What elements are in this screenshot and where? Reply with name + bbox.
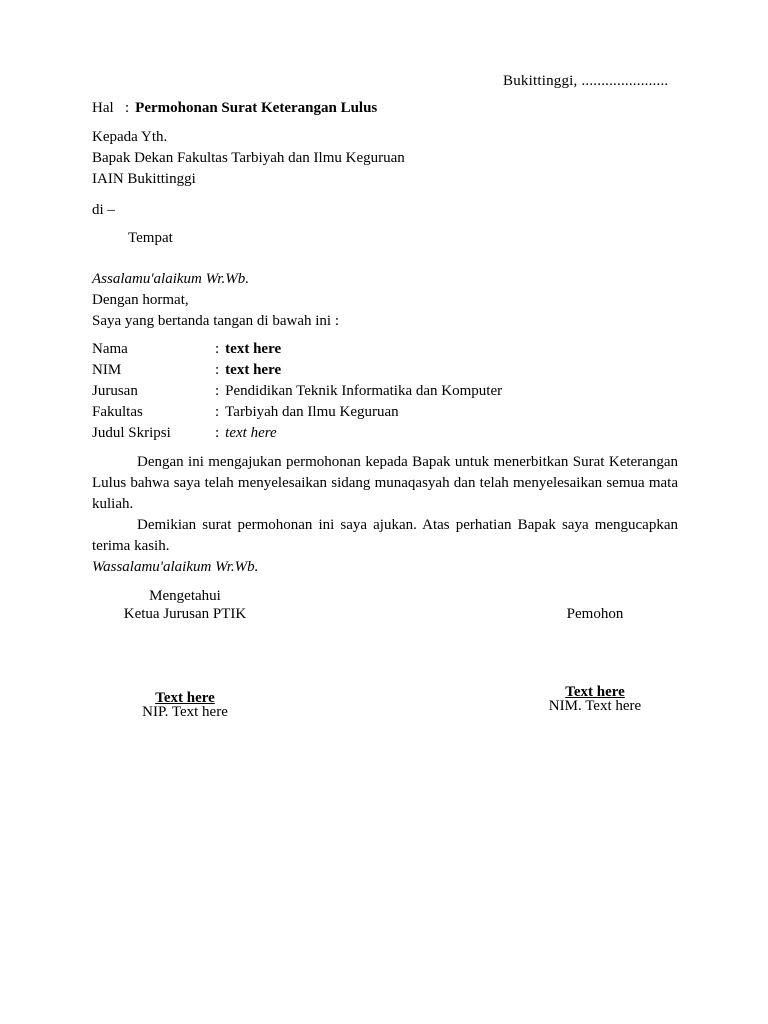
field-label-nim: NIM: [92, 362, 122, 378]
signature-right-role: Pemohon: [566, 606, 624, 622]
subject-value: Permohonan Surat Keterangan Lulus: [135, 100, 378, 116]
field-colon: :: [215, 425, 220, 441]
field-row-jurusan: [92, 381, 678, 402]
field-colon: :: [215, 362, 220, 378]
field-colon: :: [215, 383, 220, 399]
body-paragraph-1: Dengan ini mengajukan permohonan kepada Bapak untuk menerbitkan Surat Keterangan Lulus bahwa saya telah menyelesaikan sidang munaqasyah dan telah menyelesaikan semua mata kuliah.: [92, 454, 678, 512]
subject-line: [92, 98, 678, 119]
field-label-nama: Nama: [92, 341, 128, 357]
field-value-fakultas: Tarbiyah dan Ilmu Keguruan: [225, 404, 399, 420]
field-value-nama: text here: [225, 341, 282, 357]
recipient-line-1: Bapak Dekan Fakultas Tarbiyah dan Ilmu Keguruan: [92, 150, 405, 166]
field-label-fakultas: Fakultas: [92, 404, 143, 420]
recipient-di-line: di –: [92, 202, 115, 218]
identity-fields: [92, 339, 678, 444]
intro-line: Saya yang bertanda tangan di bawah ini :: [92, 313, 340, 329]
formal-greeting: Dengan hormat,: [92, 292, 189, 308]
field-label-judul-skripsi: Judul Skripsi: [92, 425, 171, 441]
recipient-place: Tempat: [128, 230, 173, 246]
signature-left-nip: NIP. Text here: [142, 704, 228, 720]
recipient-block: [92, 127, 678, 190]
field-value-jurusan: Pendidikan Teknik Informatika dan Komputer: [225, 383, 503, 399]
signature-left-role: Ketua Jurusan PTIK: [123, 606, 247, 622]
signature-left-name: Text here: [155, 690, 215, 706]
field-row-nama: [92, 339, 678, 360]
opening-block: [92, 269, 678, 332]
recipient-line-2: IAIN Bukittinggi: [92, 171, 196, 187]
islamic-greeting: Assalamu'alaikum Wr.Wb.: [92, 271, 249, 287]
subject-label: Hal: [92, 100, 114, 116]
subject-colon: :: [125, 100, 130, 116]
signature-right-name: Text here: [565, 684, 625, 700]
body-paragraph-2: Demikian surat permohonan ini saya ajukan. Atas perhatian Bapak saya mengucapkan terima kasih.: [92, 517, 678, 554]
recipient-salutation: Kepada Yth.: [92, 129, 168, 145]
signature-right-nim: NIM. Text here: [548, 698, 642, 714]
field-value-judul-skripsi: text here: [225, 425, 277, 441]
field-row-judul-skripsi: [92, 423, 678, 444]
field-colon: :: [215, 404, 220, 420]
field-label-jurusan: Jurusan: [92, 383, 138, 399]
date-line: Bukittinggi, ......................: [503, 73, 669, 89]
signature-left-title: Mengetahui: [149, 588, 221, 604]
field-row-nim: [92, 360, 678, 381]
field-colon: :: [215, 341, 220, 357]
field-value-nim: text here: [225, 362, 282, 378]
closing-greeting: Wassalamu'alaikum Wr.Wb.: [92, 559, 259, 575]
field-row-fakultas: [92, 402, 678, 423]
